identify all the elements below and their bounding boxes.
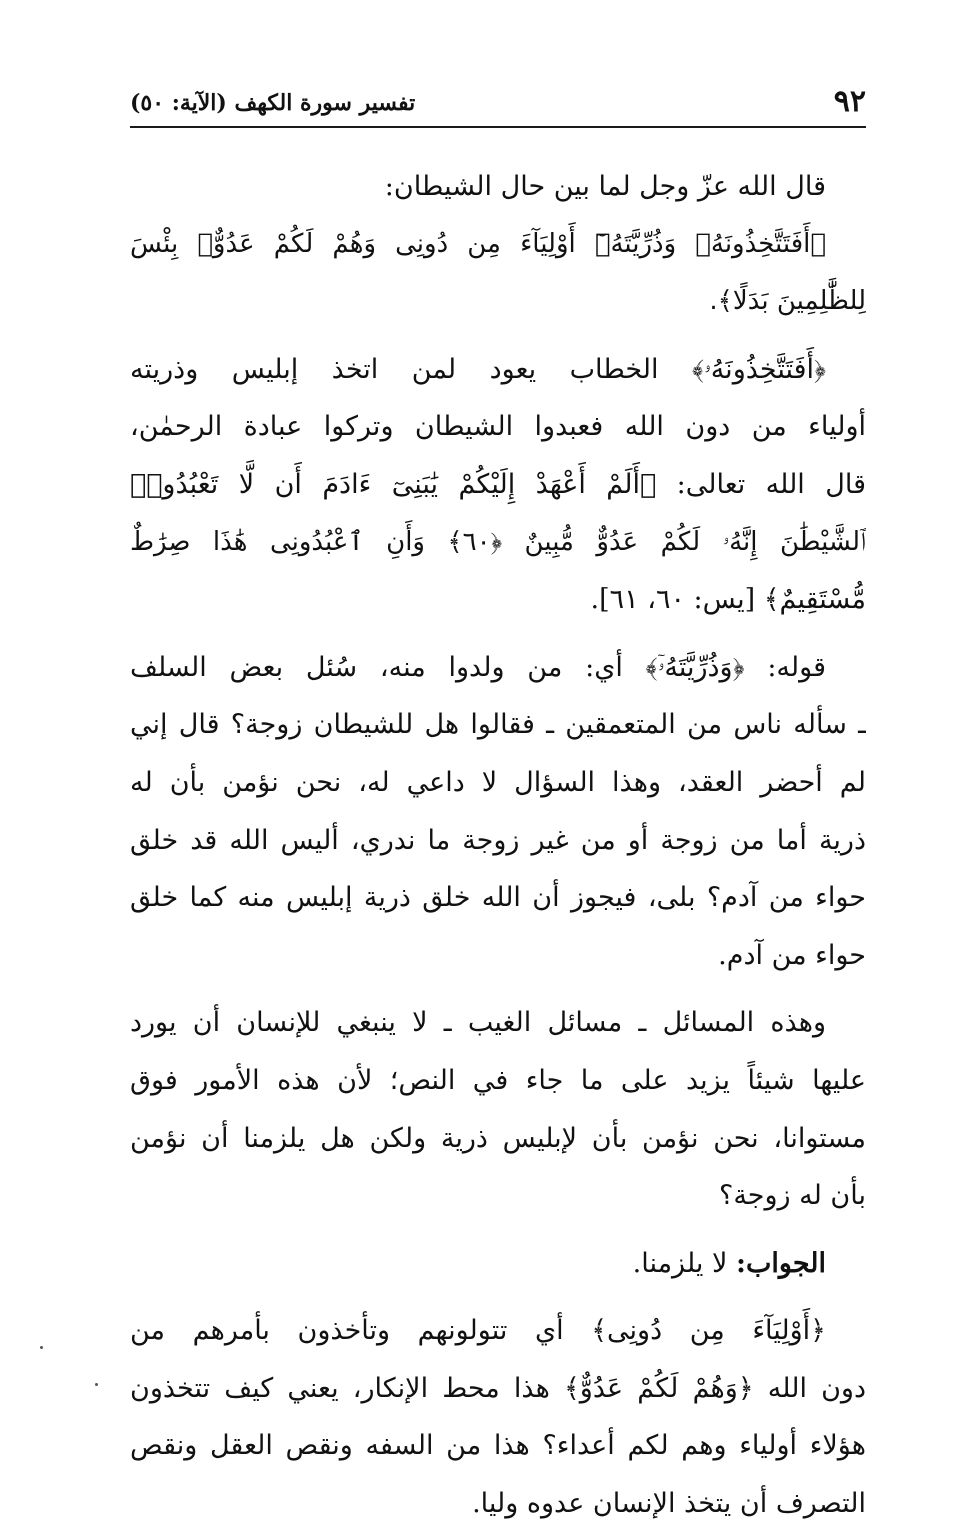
answer-text: لا يلزمنا. (632, 1247, 728, 1279)
text-line: وهذه المسائل ـ مسائل الغيب ـ لا ينبغي للإنسان أن يورد (130, 1007, 826, 1039)
scan-speck (95, 1383, 98, 1386)
text-line: دون الله ﴿وَهُمْ لَكُمْ عَدُوٌّ﴾ هذا محط الإنكار، يعني كيف تتخذون (130, 1372, 866, 1404)
text-line: هؤلاء أولياء وهم لكم أعداء؟ هذا من السفه ونقص العقل ونقص (130, 1430, 866, 1462)
text-line: أولياء من دون الله فعبدوا الشيطان وتركوا عبادة الرحمٰن، (130, 411, 866, 443)
answer-line (130, 1235, 866, 1293)
text-line: حواء من آدم؟ بلى، فيجوز أن الله خلق ذرية إبليس منه كما خلق (130, 882, 866, 914)
text-line: بأن له زوجة؟ (718, 1180, 866, 1212)
body-text (130, 158, 866, 1533)
text-line: حواء من آدم. (718, 939, 866, 971)
text-line: لم أحضر العقد، وهذا السؤال لا داعي له، نحن نؤمن بأن له (130, 766, 866, 798)
text-line: عليها شيئاً يزيد على ما جاء في النص؛ لأن هذه الأمور فوق (130, 1064, 866, 1096)
running-title: تفسير سورة الكهف (الآية: ٥٠) (130, 90, 416, 116)
scan-speck (40, 1346, 43, 1349)
answer-label: الجواب: (736, 1247, 826, 1279)
page-header (130, 82, 866, 128)
verse-line: ٱلشَّيْطَٰنَ إِنَّهُۥ لَكُمْ عَدُوٌّ مُّبِينٌ ﴿٦٠﴾ وَأَنِ ٱعْبُدُونِى هَٰذَا صِرَٰطٌ (130, 526, 866, 557)
text-line: قال الله تعالى: ﴿أَلَمْ أَعْهَدْ إِلَيْكُمْ يَٰبَنِىٓ ءَادَمَ أَن لَّا تَعْبُدُوا۟ (130, 468, 866, 500)
text-line: ـ سأله ناس من المتعمقين ـ فقالوا هل للشيطان زوجة؟ قال إني (130, 709, 866, 741)
page-number: ٩٢ (833, 84, 866, 119)
text-line: مُّسْتَقِيمٌ﴾ [يس: ٦٠، ٦١]. (590, 584, 866, 616)
text-line: التصرف أن يتخذ الإنسان عدوه وليا. (472, 1488, 866, 1520)
verse-line: لِلظَّٰلِمِينَ بَدَلًا﴾. (709, 286, 866, 317)
text-line: ﴿أَوْلِيَآءَ مِن دُونِى﴾ أي تتولونهم وتأخذون بأمرهم من (130, 1315, 826, 1347)
text-line: قال الله عزّ وجل لما بين حال الشيطان: (384, 171, 826, 202)
text-line: ﴿أَفَتَتَّخِذُونَهُۥ﴾ الخطاب يعود لمن اتخذ إبليس وذريته (130, 353, 826, 385)
text-line: ذرية أما من زوجة أو من غير زوجة ما ندري، أليس الله قد خلق (130, 824, 866, 856)
text-line: مستوانا، نحن نؤمن بأن لإبليس ذرية ولكن هل يلزمنا أن نؤمن (130, 1122, 866, 1154)
verse-line: ﴿أَفَتَتَّخِذُونَهُۥ وَذُرِّيَّتَهُۥٓ أَوْلِيَآءَ مِن دُونِى وَهُمْ لَكُمْ عَدُوٌّۢ بِئْسَ (130, 228, 826, 259)
text-line: قوله: ﴿وَذُرِّيَّتَهُۥٓ﴾ أي: من ولدوا منه، سُئل بعض السلف (130, 651, 826, 683)
